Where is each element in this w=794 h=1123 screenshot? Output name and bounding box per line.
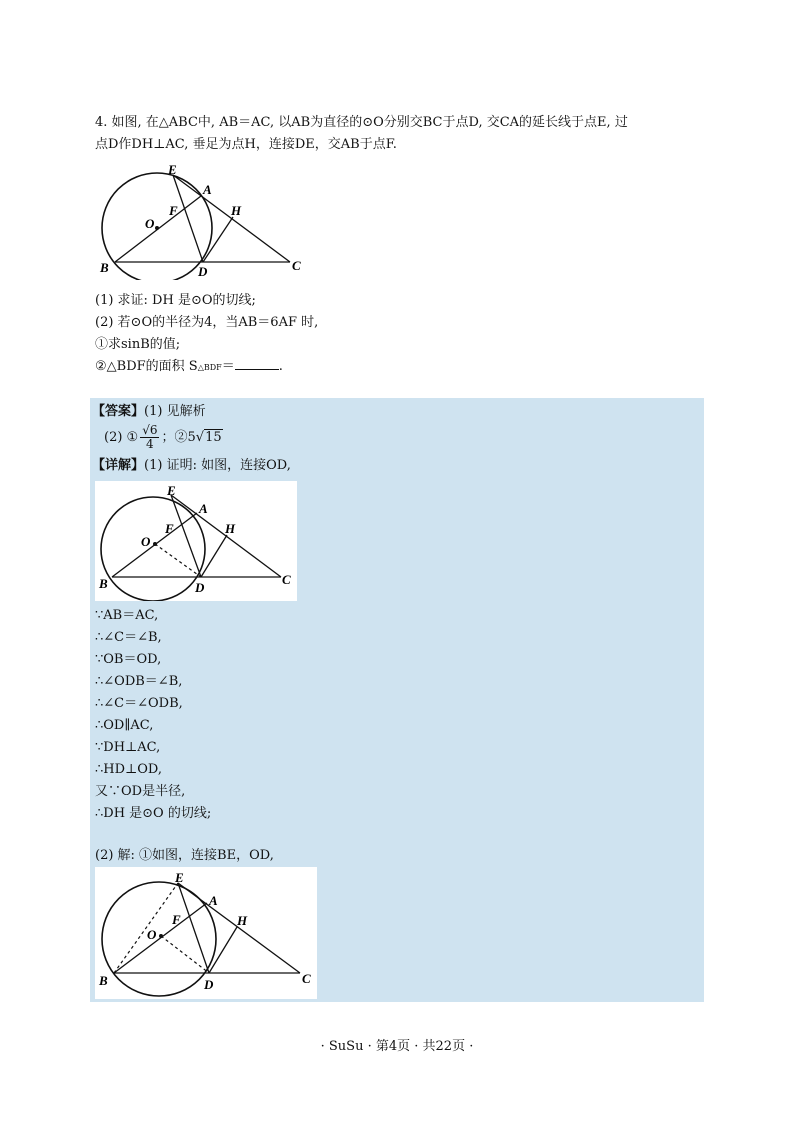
proof-step: ∵AB＝AC, (95, 608, 159, 623)
label-H: H (231, 203, 242, 218)
label-C: C (302, 971, 311, 986)
answer-line-1 (92, 402, 206, 422)
proof-step: ∴∠C＝∠ODB, (95, 696, 183, 711)
question-2b (95, 357, 283, 378)
question-2b-subscript: △BDF (197, 363, 222, 372)
geometry-diagram-2 (95, 481, 297, 601)
proof-step: 又∵OD是半径, (95, 784, 186, 799)
center-point (153, 542, 157, 546)
segment-ed (178, 883, 209, 973)
label-H: H (237, 913, 248, 928)
problem-line-1: 4. 如图, 在△ABC中, AB＝AC, 以AB为直径的⊙O分别交BC于点D, 交CA的延长线于点E, 过 (95, 115, 628, 130)
question-2a: ①求sinB的值; (95, 337, 181, 352)
proof-step: ∴OD∥AC, (95, 718, 154, 733)
segment-ed (173, 175, 203, 262)
detail-label: 【详解】 (92, 458, 145, 473)
problem-line-2: 点D作DH⊥AC, 垂足为点H，连接DE，交AB于点F. (95, 137, 397, 152)
segment-od-dashed (155, 544, 201, 577)
answer-blank (235, 357, 279, 370)
label-C: C (292, 258, 301, 273)
label-E: E (167, 483, 176, 498)
geometry-diagram-3 (95, 867, 317, 999)
figure-1 (95, 160, 315, 280)
center-point (155, 226, 159, 230)
label-D: D (195, 580, 205, 595)
answer-part2-prefix: (2) ① (104, 430, 139, 445)
label-O: O (141, 534, 151, 549)
label-D: D (204, 977, 214, 992)
proof-step: ∴∠C＝∠B, (95, 630, 162, 645)
answer-label: 【答案】 (92, 404, 145, 419)
detail-intro-line (92, 456, 291, 476)
figure-3 (95, 867, 317, 999)
segment-dh (203, 217, 233, 262)
label-D: D (198, 264, 208, 279)
proof-step: ∵OB＝OD, (95, 652, 162, 667)
label-F: F (165, 521, 174, 536)
answer-separator: ；② (161, 430, 188, 445)
center-point (159, 934, 163, 938)
detail-intro: (1) 证明: 如图，连接OD, (144, 458, 291, 473)
segment-be-dashed (114, 883, 178, 973)
question-2: (2) 若⊙O的半径为4，当AB＝6AF 时, (95, 315, 319, 330)
circle-o (101, 497, 205, 601)
part2-intro: (2) 解: ①如图，连接BE，OD, (95, 848, 274, 863)
question-2b-end: . (278, 359, 283, 374)
answer-fraction (140, 424, 159, 451)
page-footer: · SuSu · 第4页 · 共22页 · (320, 1039, 474, 1054)
fraction-denominator: 4 (146, 437, 154, 451)
answer-part1: (1) 见解析 (144, 404, 206, 419)
segment-ed (171, 495, 201, 577)
label-O: O (145, 216, 155, 231)
label-E: E (175, 870, 184, 885)
segment-od-dashed (161, 936, 209, 973)
proof-step: ∴HD⊥OD, (95, 762, 163, 777)
label-E: E (168, 162, 177, 177)
label-A: A (199, 501, 208, 516)
label-H: H (225, 521, 236, 536)
label-B: B (99, 973, 108, 988)
segment-ec (178, 883, 300, 973)
answer-value-coef: 5 (187, 430, 196, 445)
answer-value-radicand: 15 (205, 430, 222, 445)
label-F: F (169, 203, 178, 218)
segment-ba (114, 903, 207, 973)
answer-line-2: (2) ① $\frac{√6}{4}$ ；②5√15 (104, 423, 222, 451)
proof-step: ∴∠ODB＝∠B, (95, 674, 183, 689)
question-1: (1) 求证: DH 是⊙O的切线; (95, 293, 256, 308)
label-A: A (203, 182, 212, 197)
label-A: A (209, 893, 218, 908)
question-2b-eq: ＝ (221, 359, 235, 374)
fraction-numerator: √6 (142, 423, 158, 437)
question-2b-text: ②△BDF的面积 S (95, 359, 198, 374)
label-C: C (282, 572, 291, 587)
label-B: B (100, 260, 109, 275)
label-F: F (172, 912, 181, 927)
label-O: O (147, 927, 157, 942)
geometry-diagram-1 (95, 160, 315, 280)
proof-step: ∵DH⊥AC, (95, 740, 161, 755)
segment-dh (209, 927, 237, 973)
figure-2 (95, 481, 297, 601)
label-B: B (99, 576, 108, 591)
proof-step: ∴DH 是⊙O 的切线; (95, 806, 212, 821)
